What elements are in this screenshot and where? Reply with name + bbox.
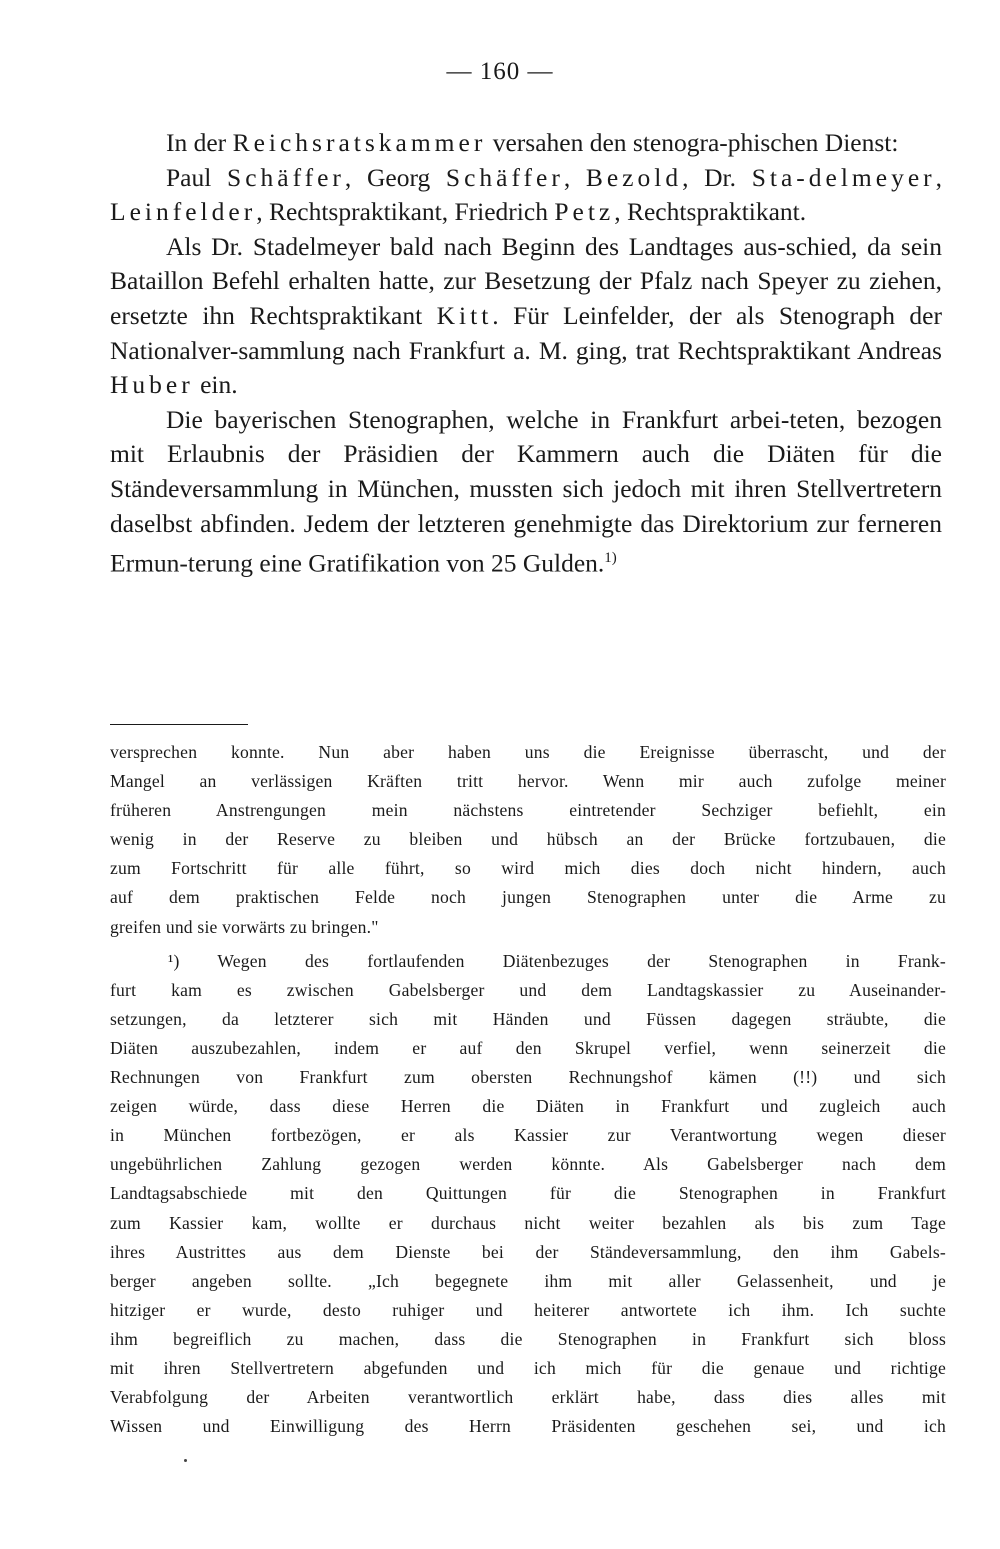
footnote-line: ungebührlichen Zahlung gezogen werden könnte. Als Gabelsberger nach dem xyxy=(110,1154,946,1175)
page-number: — 160 — xyxy=(446,58,554,85)
spaced-term: Reichsratskammer xyxy=(232,128,487,157)
text-run: versahen den stenogra-phischen Dienst: xyxy=(486,128,899,157)
footnote-line: zum Fortschritt für alle führt, so wird mich dies doch nicht hindern, auch xyxy=(110,858,946,879)
footnotes xyxy=(110,738,946,1441)
paragraph-stadelmeyer xyxy=(110,230,942,403)
spaced-name: Schäffer xyxy=(445,162,564,192)
text-run: ein. xyxy=(193,370,238,400)
footnote-line: früheren Anstrengungen mein nächstens eintretender Sechziger befiehlt, ein xyxy=(110,800,946,821)
footnote-line: in München fortbezögen, er als Kassier zur Verantwortung wegen dieser xyxy=(110,1125,946,1146)
text-run: , Rechtspraktikant. xyxy=(614,197,807,227)
footnote-1 xyxy=(110,947,946,1442)
footnote-line: berger angeben sollte. „Ich begegnete ihm mit aller Gelassenheit, und je xyxy=(110,1270,946,1291)
paragraph-frankfurt xyxy=(110,403,942,581)
text-run: , Georg xyxy=(344,162,446,192)
footnote-line: mit ihren Stellvertretern abgefunden und ich mich für die genaue und richtige xyxy=(110,1357,946,1378)
text-run: . Für Leinfelder, der als Stenograph der Nationalver-sammlung nach Frankfurt a. M. ging, trat Rechtspraktikant Andreas xyxy=(110,300,942,365)
spaced-name: Huber xyxy=(110,370,194,400)
spaced-name: Kitt xyxy=(436,300,493,330)
footnote-line: zum Kassier kam, wollte er durchaus nicht weiter bezahlen als bis zum Tage xyxy=(110,1212,946,1233)
footnote-line: ¹) Wegen des fortlaufenden Diätenbezuges der Stenographen in Frank- xyxy=(168,950,946,971)
footnote-ref: 1) xyxy=(604,550,617,567)
paper-speck xyxy=(184,1459,187,1462)
footnote-line: Rechnungen von Frankfurt zum obersten Rechnungshof kämen (!!) und sich xyxy=(110,1067,946,1088)
footnote-line: Verabfolgung der Arbeiten verantwortlich erklärt habe, dass dies alles mit xyxy=(110,1387,946,1408)
footnote-line: ihm begreiflich zu machen, dass die Stenographen in Frankfurt sich bloss xyxy=(110,1328,946,1349)
footnote-divider xyxy=(110,724,248,725)
text-run: Paul xyxy=(166,162,228,192)
footnote-line: Diäten auszubezahlen, indem er auf den Skrupel verfiel, wenn seinerzeit die xyxy=(110,1037,946,1058)
footnote-line: zeigen würde, dass diese Herren die Diäten in Frankfurt und zugleich auch xyxy=(110,1096,946,1117)
text-run: , Rechtspraktikant, Friedrich xyxy=(256,197,555,227)
footnote-line: Mangel an verlässigen Kräften tritt hervor. Wenn mir auch zufolge meiner xyxy=(110,771,946,792)
text-run: Die bayerischen Stenographen, welche in Frankfurt arbei-teten, bezogen mit Erlaubnis der Präsidien der Kammern auch die Diäten für die Ständeversammlung in München, mussten sich jedoch mit ihren Stellvertretern daselbst abfinden. Jedem der letzteren genehmigte das Direktorium zur ferneren Ermun-terung eine Gratifikation von 25 Gulden. xyxy=(110,404,942,578)
main-text xyxy=(110,126,942,581)
footnote-line: furt kam es zwischen Gabelsberger und dem Landtagskassier zu Auseinander- xyxy=(110,979,946,1000)
spaced-name: Bezold xyxy=(585,162,683,192)
footnote-line: greifen und sie vorwärts zu bringen." xyxy=(110,916,379,937)
paragraph-reichsratskammer xyxy=(110,126,942,161)
spaced-name: Schäffer xyxy=(227,162,345,192)
text-run: In der xyxy=(166,128,233,157)
text-run: , xyxy=(563,162,586,192)
footnote-line: Landtagsabschiede mit den Quittungen für die Stenographen in Frankfurt xyxy=(110,1183,946,1204)
footnote-line: Wissen und Einwilligung des Herrn Präsidenten geschehen sei, und ich xyxy=(110,1416,946,1437)
footnote-continued xyxy=(110,738,946,942)
text-run: , xyxy=(935,162,943,192)
footnote-line: auf dem praktischen Felde noch jungen Stenographen unter die Arme zu xyxy=(110,887,946,908)
spaced-name: Petz xyxy=(554,197,615,227)
text-run: , Dr. xyxy=(682,162,752,192)
footnote-line: versprechen konnte. Nun aber haben uns die Ereignisse überrascht, und der xyxy=(110,742,946,762)
spaced-name: Leinfelder xyxy=(110,197,257,227)
footnote-line: ihres Austrittes aus dem Dienste bei der Ständeversammlung, den ihm Gabels- xyxy=(110,1241,946,1262)
footnote-line: hitziger er wurde, desto ruhiger und heiterer antwortete ich ihm. Ich suchte xyxy=(110,1299,946,1320)
paragraph-stenographers-list xyxy=(110,161,942,230)
footnote-line: wenig in der Reserve zu bleiben und hübsch an der Brücke fortzubauen, die xyxy=(110,829,946,850)
spaced-name: Sta-delmeyer xyxy=(751,162,936,192)
text-run: Als Dr. Stadelmeyer bald nach Beginn des Landtages aus-schied, da sein Bataillon Befehl erhalten hatte, zur Besetzung der Pfalz nach Speyer zu ziehen, ersetzte ihn Rechtspraktikant xyxy=(110,231,942,330)
footnote-line: setzungen, da letzterer sich mit Händen und Füssen dagegen sträubte, die xyxy=(110,1008,946,1029)
